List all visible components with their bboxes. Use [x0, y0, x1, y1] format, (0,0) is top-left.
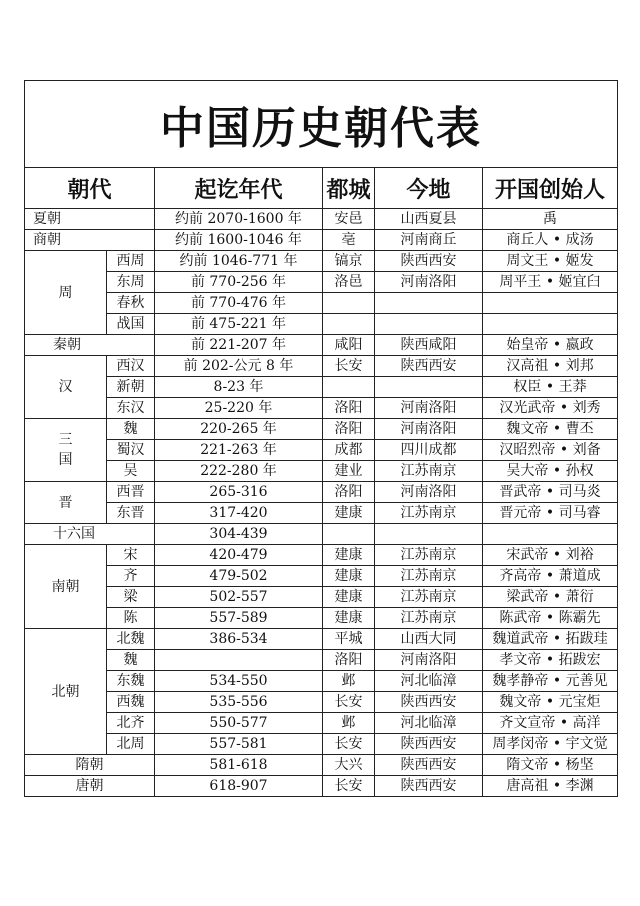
period-cell: 约前 2070-1600 年	[155, 209, 323, 230]
table-row	[25, 440, 618, 461]
capital-cell: 长安	[323, 692, 375, 713]
table-row	[25, 419, 618, 440]
capital-cell: 洛阳	[323, 419, 375, 440]
modern-cell: 山西大同	[375, 629, 483, 650]
period-cell: 约前 1046-771 年	[155, 251, 323, 272]
modern-cell: 江苏南京	[375, 566, 483, 587]
table-row	[25, 692, 618, 713]
dynasty-table-sheet	[24, 80, 617, 797]
dynasty-name: 魏	[107, 419, 155, 440]
period-cell: 25-220 年	[155, 398, 323, 419]
dynasty-name: 西晋	[107, 482, 155, 503]
capital-cell: 长安	[323, 776, 375, 797]
capital-cell: 建康	[323, 608, 375, 629]
table-row	[25, 335, 618, 356]
table-row	[25, 314, 618, 335]
header-capital: 都城	[323, 168, 375, 209]
modern-cell: 陕西西安	[375, 356, 483, 377]
founder-cell: 商丘人 • 成汤	[483, 230, 618, 251]
table-row	[25, 377, 618, 398]
founder-cell: 权臣 • 王莽	[483, 377, 618, 398]
dynasty-name: 北周	[107, 734, 155, 755]
founder-cell: 周孝闵帝 • 宇文觉	[483, 734, 618, 755]
modern-cell: 陕西西安	[375, 776, 483, 797]
period-cell: 534-550	[155, 671, 323, 692]
period-cell: 约前 1600-1046 年	[155, 230, 323, 251]
table-row	[25, 629, 618, 650]
group-sanguo	[25, 419, 107, 482]
capital-cell: 邺	[323, 713, 375, 734]
founder-cell: 魏道武帝 • 拓跋珪	[483, 629, 618, 650]
capital-cell: 洛阳	[323, 650, 375, 671]
capital-cell: 建业	[323, 461, 375, 482]
dynasty-name: 夏朝	[25, 209, 155, 230]
dynasty-name: 唐朝	[25, 776, 155, 797]
modern-cell: 河南洛阳	[375, 419, 483, 440]
dynasty-name: 新朝	[107, 377, 155, 398]
capital-cell: 镐京	[323, 251, 375, 272]
capital-cell: 平城	[323, 629, 375, 650]
header-period: 起讫年代	[155, 168, 323, 209]
modern-cell: 河南洛阳	[375, 272, 483, 293]
period-cell: 前 770-256 年	[155, 272, 323, 293]
period-cell: 479-502	[155, 566, 323, 587]
founder-cell: 魏文帝 • 曹丕	[483, 419, 618, 440]
table-row	[25, 503, 618, 524]
period-cell: 前 770-476 年	[155, 293, 323, 314]
dynasty-name: 西周	[107, 251, 155, 272]
founder-cell: 梁武帝 • 萧衍	[483, 587, 618, 608]
group-jin: 晋	[25, 482, 107, 524]
capital-cell: 建康	[323, 545, 375, 566]
modern-cell: 江苏南京	[375, 461, 483, 482]
table-row	[25, 209, 618, 230]
dynasty-name: 陈	[107, 608, 155, 629]
period-cell: 222-280 年	[155, 461, 323, 482]
modern-cell: 河北临漳	[375, 713, 483, 734]
modern-cell: 陕西咸阳	[375, 335, 483, 356]
founder-cell	[483, 293, 618, 314]
modern-cell: 江苏南京	[375, 545, 483, 566]
founder-cell: 汉昭烈帝 • 刘备	[483, 440, 618, 461]
header-dynasty: 朝代	[25, 168, 155, 209]
dynasty-name: 蜀汉	[107, 440, 155, 461]
dynasty-name: 商朝	[25, 230, 155, 251]
modern-cell: 山西夏县	[375, 209, 483, 230]
modern-cell: 河南商丘	[375, 230, 483, 251]
founder-cell: 周平王 • 姬宜臼	[483, 272, 618, 293]
founder-cell: 魏文帝 • 元宝炬	[483, 692, 618, 713]
period-cell: 535-556	[155, 692, 323, 713]
group-beichao: 北朝	[25, 629, 107, 755]
capital-cell: 长安	[323, 734, 375, 755]
period-cell: 前 202-公元 8 年	[155, 356, 323, 377]
capital-cell: 建康	[323, 566, 375, 587]
table-row	[25, 230, 618, 251]
dynasty-name: 十六国	[25, 524, 155, 545]
dynasty-name: 魏	[107, 650, 155, 671]
page-title: 中国历史朝代表	[25, 81, 618, 168]
founder-cell: 汉光武帝 • 刘秀	[483, 398, 618, 419]
table-row	[25, 545, 618, 566]
table-row	[25, 251, 618, 272]
table-row	[25, 461, 618, 482]
founder-cell: 周文王 • 姬发	[483, 251, 618, 272]
capital-cell: 邺	[323, 671, 375, 692]
period-cell: 618-907	[155, 776, 323, 797]
founder-cell: 晋武帝 • 司马炎	[483, 482, 618, 503]
dynasty-name: 吴	[107, 461, 155, 482]
founder-cell: 汉高祖 • 刘邦	[483, 356, 618, 377]
period-cell: 420-479	[155, 545, 323, 566]
capital-cell: 大兴	[323, 755, 375, 776]
dynasty-name: 齐	[107, 566, 155, 587]
period-cell: 557-589	[155, 608, 323, 629]
dynasty-name: 北魏	[107, 629, 155, 650]
founder-cell	[483, 524, 618, 545]
modern-cell: 河北临漳	[375, 671, 483, 692]
table-row	[25, 272, 618, 293]
group-han: 汉	[25, 356, 107, 419]
capital-cell: 长安	[323, 356, 375, 377]
modern-cell: 陕西西安	[375, 755, 483, 776]
founder-cell: 宋武帝 • 刘裕	[483, 545, 618, 566]
table-row	[25, 356, 618, 377]
founder-cell: 隋文帝 • 杨坚	[483, 755, 618, 776]
period-cell: 502-557	[155, 587, 323, 608]
period-cell: 前 221-207 年	[155, 335, 323, 356]
capital-cell	[323, 377, 375, 398]
modern-cell: 陕西西安	[375, 692, 483, 713]
dynasty-name: 秦朝	[25, 335, 155, 356]
table-row	[25, 713, 618, 734]
period-cell: 220-265 年	[155, 419, 323, 440]
table-row	[25, 776, 618, 797]
header-row	[25, 168, 618, 209]
founder-cell: 陈武帝 • 陈霸先	[483, 608, 618, 629]
table-row	[25, 482, 618, 503]
founder-cell: 禹	[483, 209, 618, 230]
capital-cell: 洛阳	[323, 398, 375, 419]
dynasty-name: 东汉	[107, 398, 155, 419]
table-row	[25, 587, 618, 608]
dynasty-name: 东晋	[107, 503, 155, 524]
dynasty-name: 西魏	[107, 692, 155, 713]
table-row	[25, 755, 618, 776]
table-row	[25, 524, 618, 545]
period-cell: 8-23 年	[155, 377, 323, 398]
founder-cell: 魏孝静帝 • 元善见	[483, 671, 618, 692]
capital-cell: 咸阳	[323, 335, 375, 356]
founder-cell: 齐文宣帝 • 高洋	[483, 713, 618, 734]
founder-cell: 齐高帝 • 萧道成	[483, 566, 618, 587]
capital-cell: 安邑	[323, 209, 375, 230]
capital-cell: 建康	[323, 587, 375, 608]
founder-cell: 吴大帝 • 孙权	[483, 461, 618, 482]
dynasty-name: 北齐	[107, 713, 155, 734]
modern-cell: 江苏南京	[375, 608, 483, 629]
table-row	[25, 734, 618, 755]
capital-cell: 成都	[323, 440, 375, 461]
dynasty-name: 梁	[107, 587, 155, 608]
table-row	[25, 608, 618, 629]
founder-cell: 晋元帝 • 司马睿	[483, 503, 618, 524]
founder-cell: 始皇帝 • 嬴政	[483, 335, 618, 356]
period-cell: 581-618	[155, 755, 323, 776]
header-founder: 开国创始人	[483, 168, 618, 209]
capital-cell: 亳	[323, 230, 375, 251]
group-sanguo-char-2: 国	[58, 452, 73, 468]
modern-cell	[375, 377, 483, 398]
dynasty-name: 隋朝	[25, 755, 155, 776]
modern-cell: 陕西西安	[375, 734, 483, 755]
group-nanchao: 南朝	[25, 545, 107, 629]
modern-cell: 河南洛阳	[375, 482, 483, 503]
capital-cell: 洛阳	[323, 482, 375, 503]
capital-cell	[323, 314, 375, 335]
capital-cell: 洛邑	[323, 272, 375, 293]
table-row	[25, 398, 618, 419]
founder-cell: 孝文帝 • 拓跋宏	[483, 650, 618, 671]
founder-cell	[483, 314, 618, 335]
capital-cell	[323, 293, 375, 314]
period-cell: 386-534	[155, 629, 323, 650]
dynasty-name: 宋	[107, 545, 155, 566]
capital-cell: 建康	[323, 503, 375, 524]
group-sanguo-char-1: 三	[58, 432, 73, 448]
period-cell: 304-439	[155, 524, 323, 545]
modern-cell: 四川成都	[375, 440, 483, 461]
modern-cell	[375, 524, 483, 545]
period-cell: 前 475-221 年	[155, 314, 323, 335]
table-row	[25, 671, 618, 692]
period-cell: 557-581	[155, 734, 323, 755]
founder-cell: 唐高祖 • 李渊	[483, 776, 618, 797]
dynasty-name: 西汉	[107, 356, 155, 377]
period-cell: 550-577	[155, 713, 323, 734]
period-cell	[155, 650, 323, 671]
table-row	[25, 566, 618, 587]
modern-cell: 河南洛阳	[375, 398, 483, 419]
period-cell: 221-263 年	[155, 440, 323, 461]
table-row	[25, 293, 618, 314]
dynasty-name: 战国	[107, 314, 155, 335]
modern-cell	[375, 314, 483, 335]
dynasty-name: 春秋	[107, 293, 155, 314]
dynasty-name: 东周	[107, 272, 155, 293]
modern-cell: 河南洛阳	[375, 650, 483, 671]
modern-cell	[375, 293, 483, 314]
header-modern-location: 今地	[375, 168, 483, 209]
capital-cell	[323, 524, 375, 545]
table-row	[25, 650, 618, 671]
modern-cell: 陕西西安	[375, 251, 483, 272]
period-cell: 265-316	[155, 482, 323, 503]
period-cell: 317-420	[155, 503, 323, 524]
modern-cell: 江苏南京	[375, 503, 483, 524]
dynasty-table	[24, 80, 618, 797]
group-zhou: 周	[25, 251, 107, 335]
dynasty-name: 东魏	[107, 671, 155, 692]
modern-cell: 江苏南京	[375, 587, 483, 608]
